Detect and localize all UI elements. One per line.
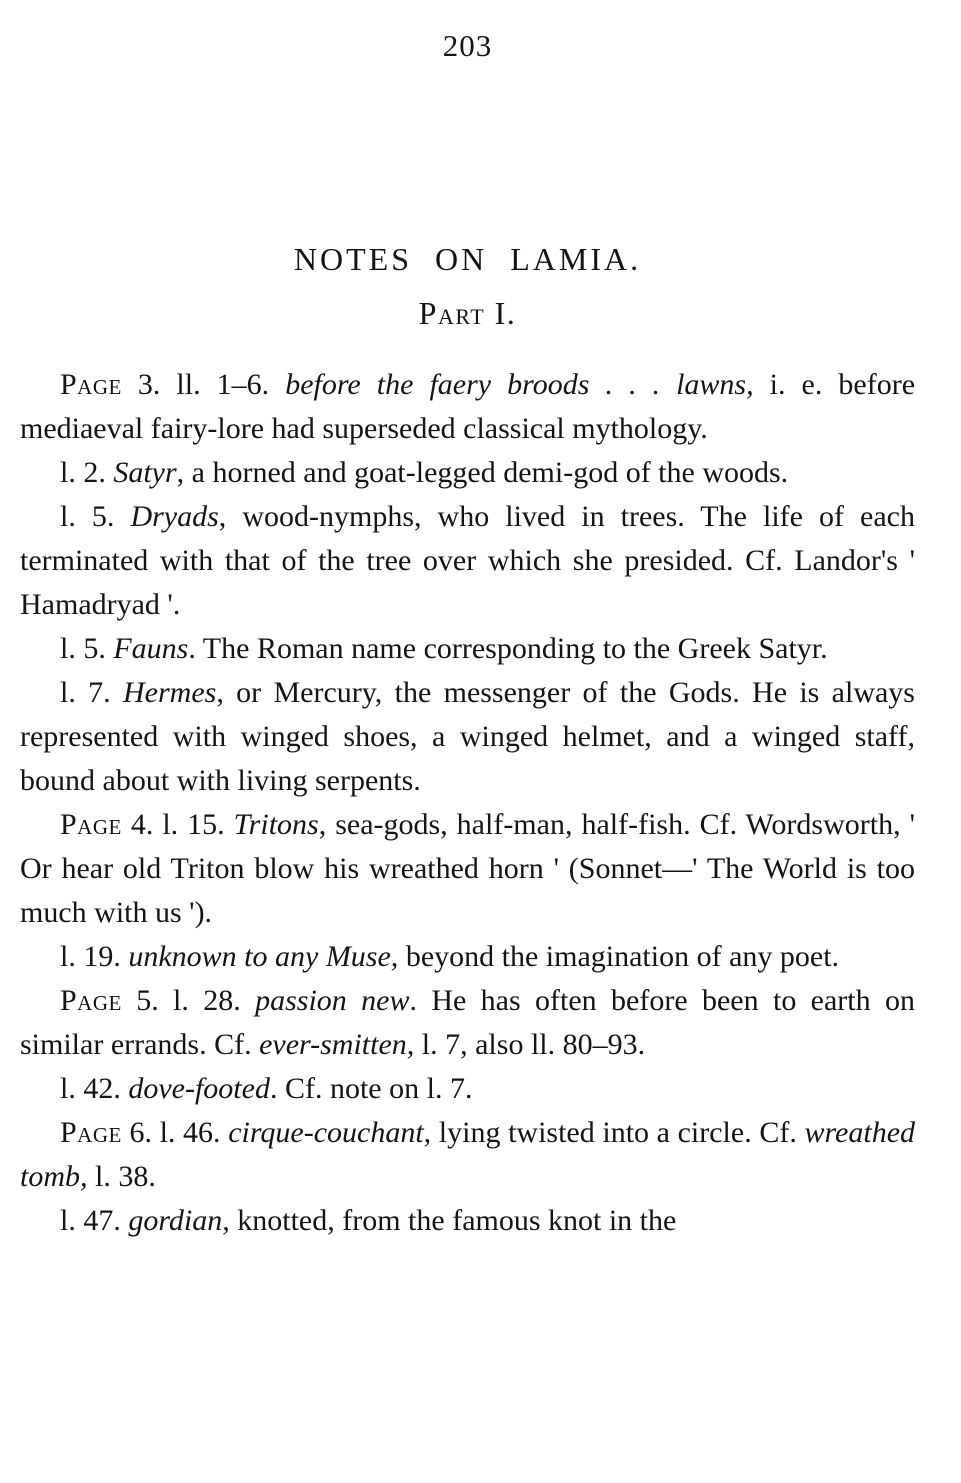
italic-term: passion new [255, 983, 410, 1017]
italic-term: ever-smitten, [259, 1027, 415, 1061]
note-paragraph [20, 1111, 915, 1199]
italic-term: dove-footed [128, 1071, 270, 1105]
note-paragraph [20, 979, 915, 1067]
note-paragraph [20, 627, 915, 671]
part-heading: Part I. [418, 295, 517, 332]
page-reference-label: Page [60, 367, 122, 401]
page-reference-label: Page [60, 1115, 122, 1149]
note-paragraph [20, 935, 915, 979]
page-number: 203 [442, 28, 493, 63]
text-segment: . Cf. note on l. 7. [269, 1071, 473, 1105]
italic-term: before the faery broods . . . lawns, [285, 367, 754, 401]
text-segment: l. 5. [60, 631, 114, 665]
text-segment: , or Mercury, the messenger of the Gods. He is always represented with winged shoes, a winged helmet, and a winged staff, bound about with living serpents. [20, 675, 915, 797]
note-paragraph [20, 1067, 915, 1111]
notes-body [20, 363, 915, 1243]
text-segment: 3. ll. 1–6. [121, 367, 286, 401]
text-segment: knotted, from the famous knot in the [229, 1203, 677, 1237]
text-segment: l. 7. [60, 675, 123, 709]
text-segment: beyond the imagination of any poet. [398, 939, 840, 973]
text-segment: 5. l. 28. [121, 983, 256, 1017]
italic-term: Tritons [233, 807, 319, 841]
text-segment: . He has often before been to earth on similar errands. Cf. [20, 983, 915, 1061]
italic-term: Hermes [123, 675, 217, 709]
italic-term: Satyr [113, 455, 177, 489]
text-segment: , wood-nymphs, who lived in trees. The life of each terminated with that of the tree over which she presided. Cf. Landor's ' Hamadryad '. [20, 499, 915, 621]
text-segment: , a horned and goat-legged demi-god of the woods. [176, 455, 789, 489]
page-reference-label: Page [60, 983, 122, 1017]
note-paragraph [20, 495, 915, 627]
text-segment: l. 5. [60, 499, 131, 533]
text-segment: i. e. before mediaeval fairy-lore had superseded classical mythology. [20, 367, 916, 445]
text-segment: l. 19. [60, 939, 129, 973]
text-segment: l. 7, also ll. 80–93. [414, 1027, 646, 1061]
italic-term: wreathed tomb, [20, 1115, 916, 1193]
note-paragraph [20, 803, 915, 935]
italic-term: Dryads [130, 499, 219, 533]
text-segment: lying twisted into a circle. Cf. [431, 1115, 805, 1149]
text-segment: , sea-gods, half-man, half-fish. Cf. Wordsworth, ' Or hear old Triton blow his wreathed horn ' (Sonnet—' The World is too much with us '). [20, 807, 915, 929]
italic-term: cirque-couchant, [228, 1115, 432, 1149]
note-paragraph [20, 451, 915, 495]
italic-term: Fauns [113, 631, 189, 665]
italic-term: unknown to any Muse, [128, 939, 399, 973]
text-segment: 4. l. 15. [121, 807, 234, 841]
chapter-title: NOTES ON LAMIA. [293, 241, 642, 277]
note-paragraph [20, 671, 915, 803]
text-segment: l. 42. [60, 1071, 129, 1105]
note-paragraph [20, 1199, 915, 1243]
text-segment: l. 38. [87, 1159, 156, 1193]
page-reference-label: Page [60, 807, 122, 841]
text-segment: l. 47. [60, 1203, 129, 1237]
text-segment: 6. l. 46. [121, 1115, 229, 1149]
note-paragraph [20, 363, 915, 451]
italic-term: gordian, [128, 1203, 230, 1237]
text-segment: l. 2. [60, 455, 114, 489]
text-segment: . The Roman name corresponding to the Greek Satyr. [188, 631, 828, 665]
